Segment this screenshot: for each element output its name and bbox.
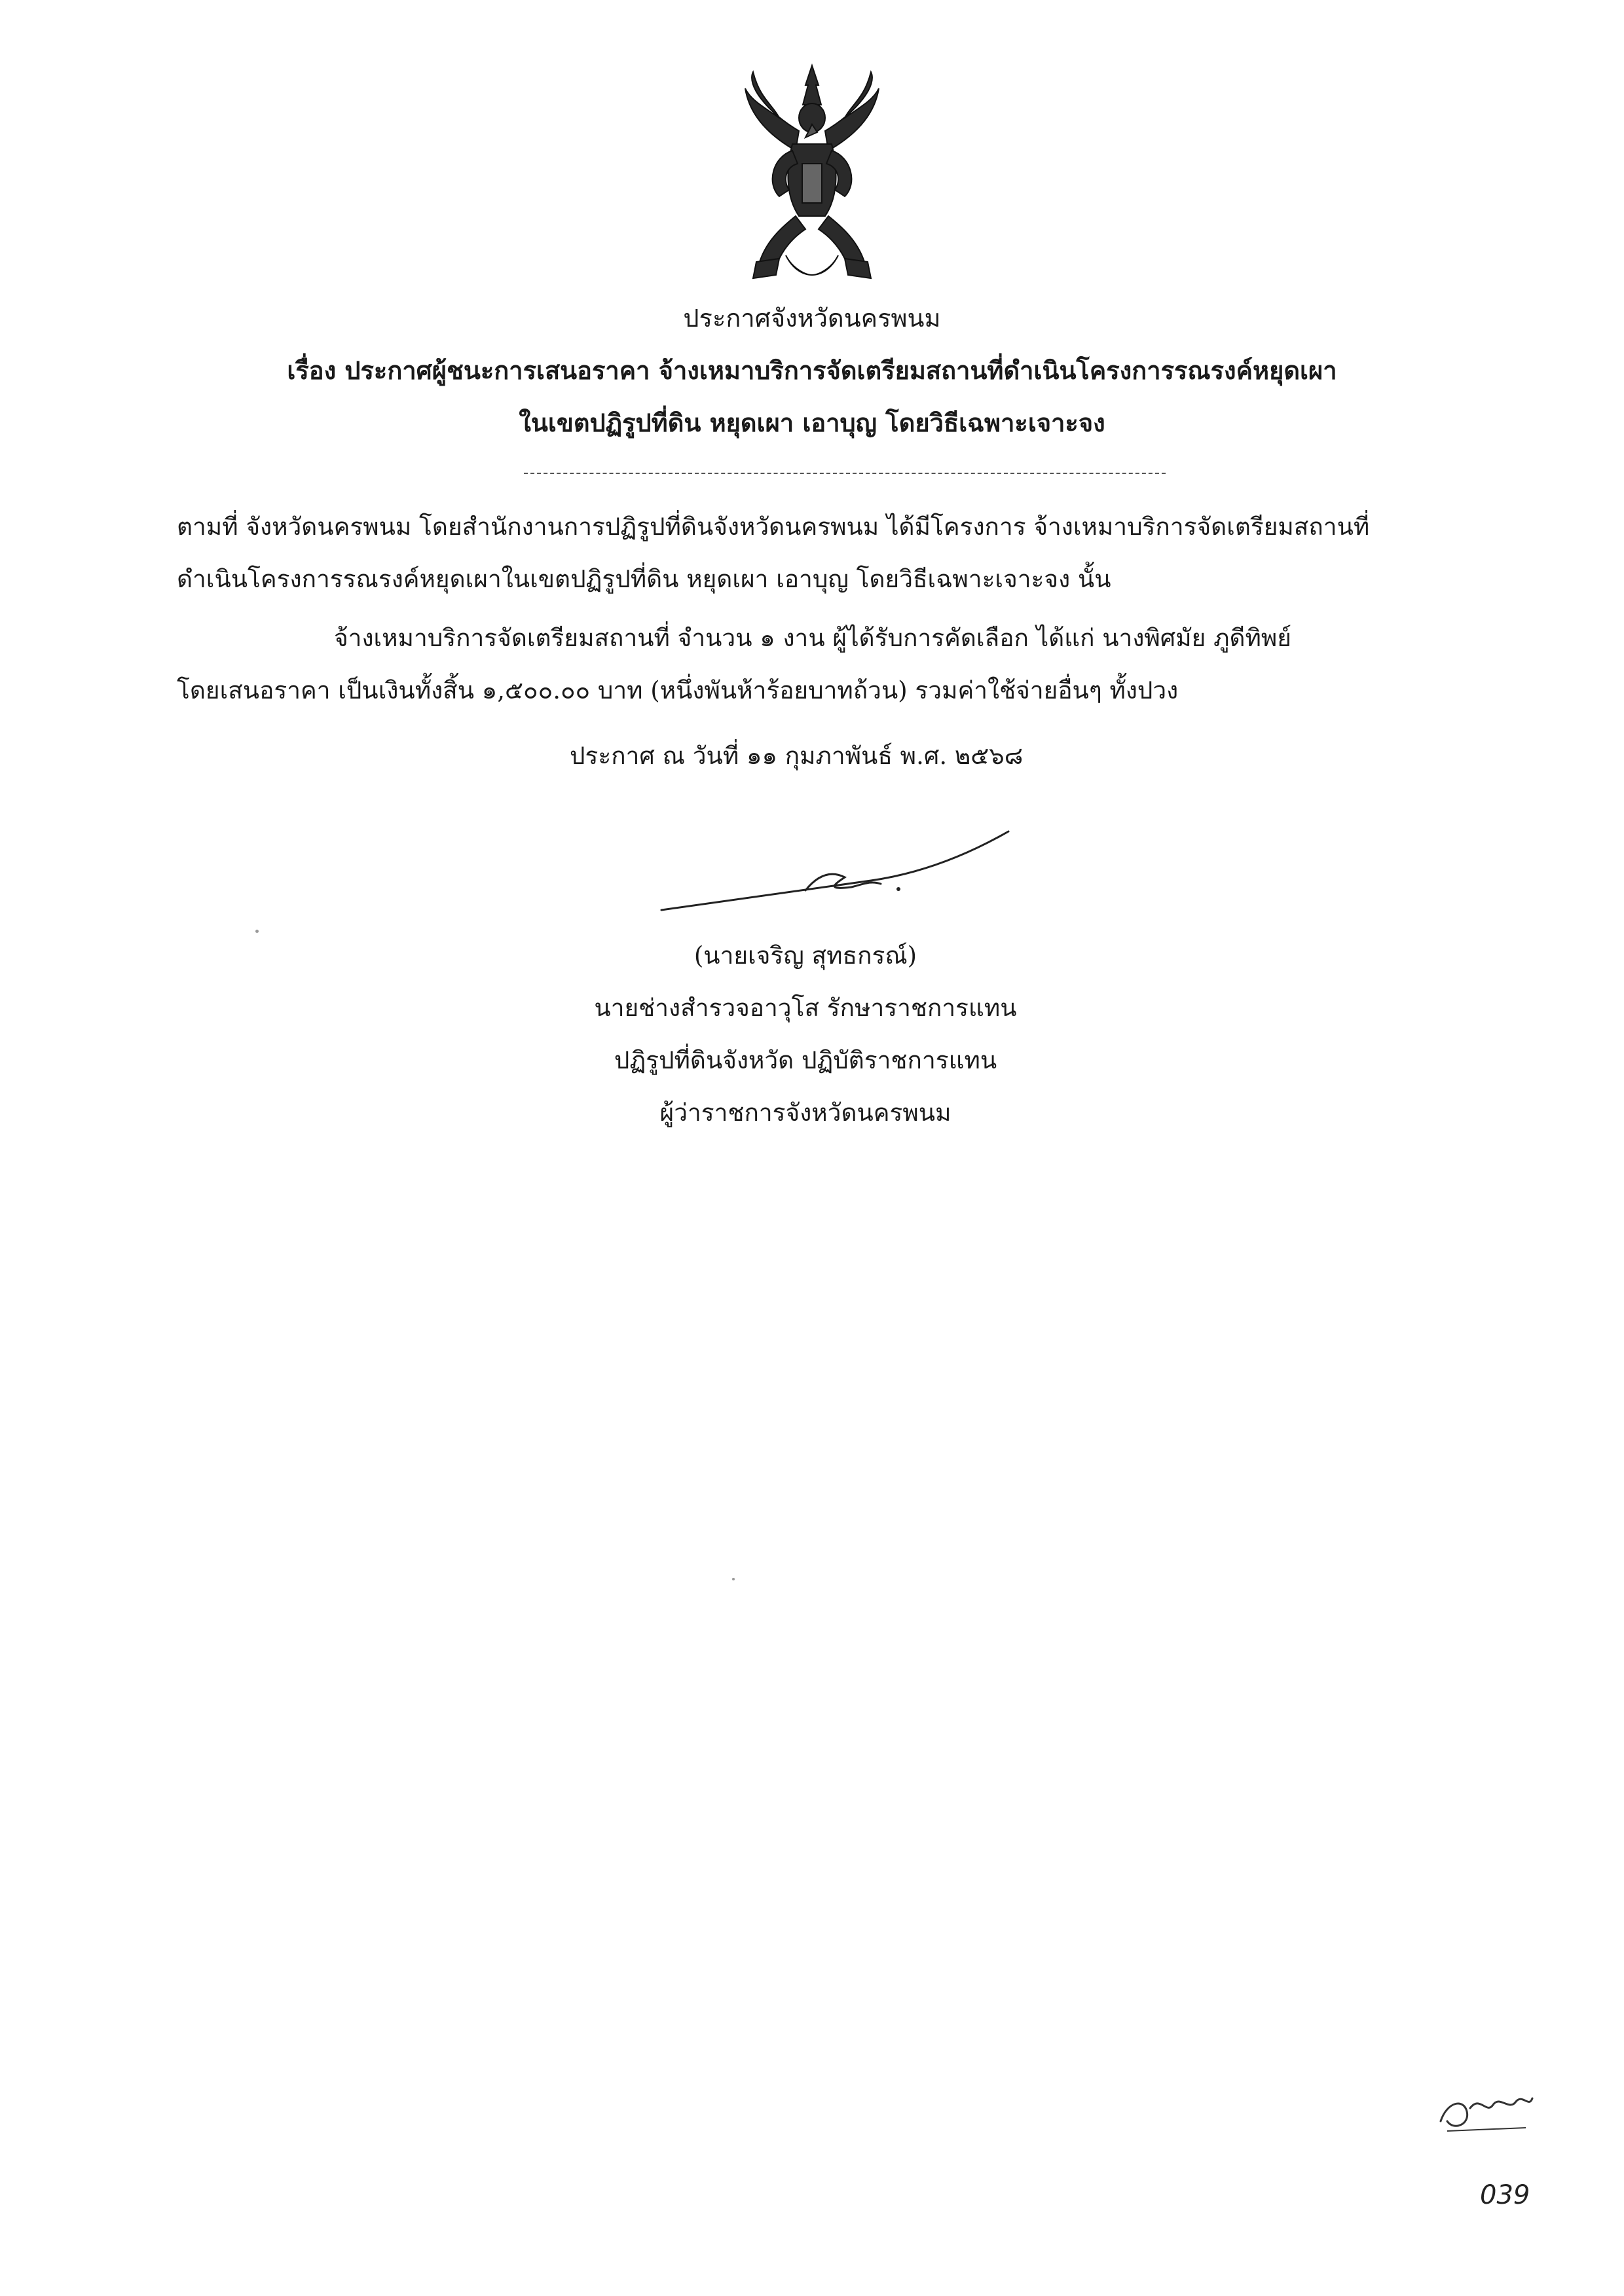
separator-rule: [524, 473, 1166, 474]
handwritten-signature: [655, 818, 1022, 923]
body-paragraph1-line1: ตามที่ จังหวัดนครพนม โดยสำนักงานการปฏิรูปที่ดินจังหวัดนครพนม ได้มีโครงการ จ้างเหมาบริการจัดเตรียมสถานที่: [177, 513, 1370, 541]
announcement-date: ประกาศ ณ วันที่ ๑๑ กุมภาพันธ์ พ.ศ. ๒๕๖๘: [570, 742, 1024, 770]
body-paragraph2-line2: โดยเสนอราคา เป็นเงินทั้งสิ้น ๑,๕๐๐.๐๐ บาท (หนึ่งพันห้าร้อยบาทถ้วน) รวมค่าใช้จ่ายอื่นๆ ทั้งปวง: [177, 676, 1179, 704]
signatory-name: (นายเจริญ สุทธกรณ์): [693, 941, 917, 970]
document-subject-line2: ในเขตปฏิรูปที่ดิน หยุดเผา เอาบุญ โดยวิธีเฉพาะเจาะจง: [519, 408, 1105, 437]
garuda-emblem-icon: [740, 59, 884, 295]
page-number: 039: [1480, 2180, 1530, 2210]
handwritten-initials: [1434, 2075, 1539, 2147]
signatory-position1: นายช่างสำรวจอาวุโส รักษาราชการแทน: [594, 994, 1017, 1022]
scan-speck: [732, 1578, 735, 1580]
body-paragraph2-line1: จ้างเหมาบริการจัดเตรียมสถานที่ จำนวน ๑ งาน ผู้ได้รับการคัดเลือก ได้แก่ นางพิศมัย ภูดีทิพย์: [334, 624, 1291, 652]
signatory-position2: ปฏิรูปที่ดินจังหวัด ปฏิบัติราชการแทน: [614, 1046, 997, 1074]
scan-speck: [255, 930, 259, 933]
document-subject-line1: เรื่อง ประกาศผู้ชนะการเสนอราคา จ้างเหมาบริการจัดเตรียมสถานที่ดำเนินโครงการรณรงค์หยุดเผา: [287, 355, 1337, 385]
body-paragraph1-line2: ดำเนินโครงการรณรงค์หยุดเผาในเขตปฏิรูปที่ดิน หยุดเผา เอาบุญ โดยวิธีเฉพาะเจาะจง นั้น: [177, 565, 1111, 593]
document-title: ประกาศจังหวัดนครพนม: [683, 304, 941, 333]
signatory-position3: ผู้ว่าราชการจังหวัดนครพนม: [659, 1099, 951, 1127]
